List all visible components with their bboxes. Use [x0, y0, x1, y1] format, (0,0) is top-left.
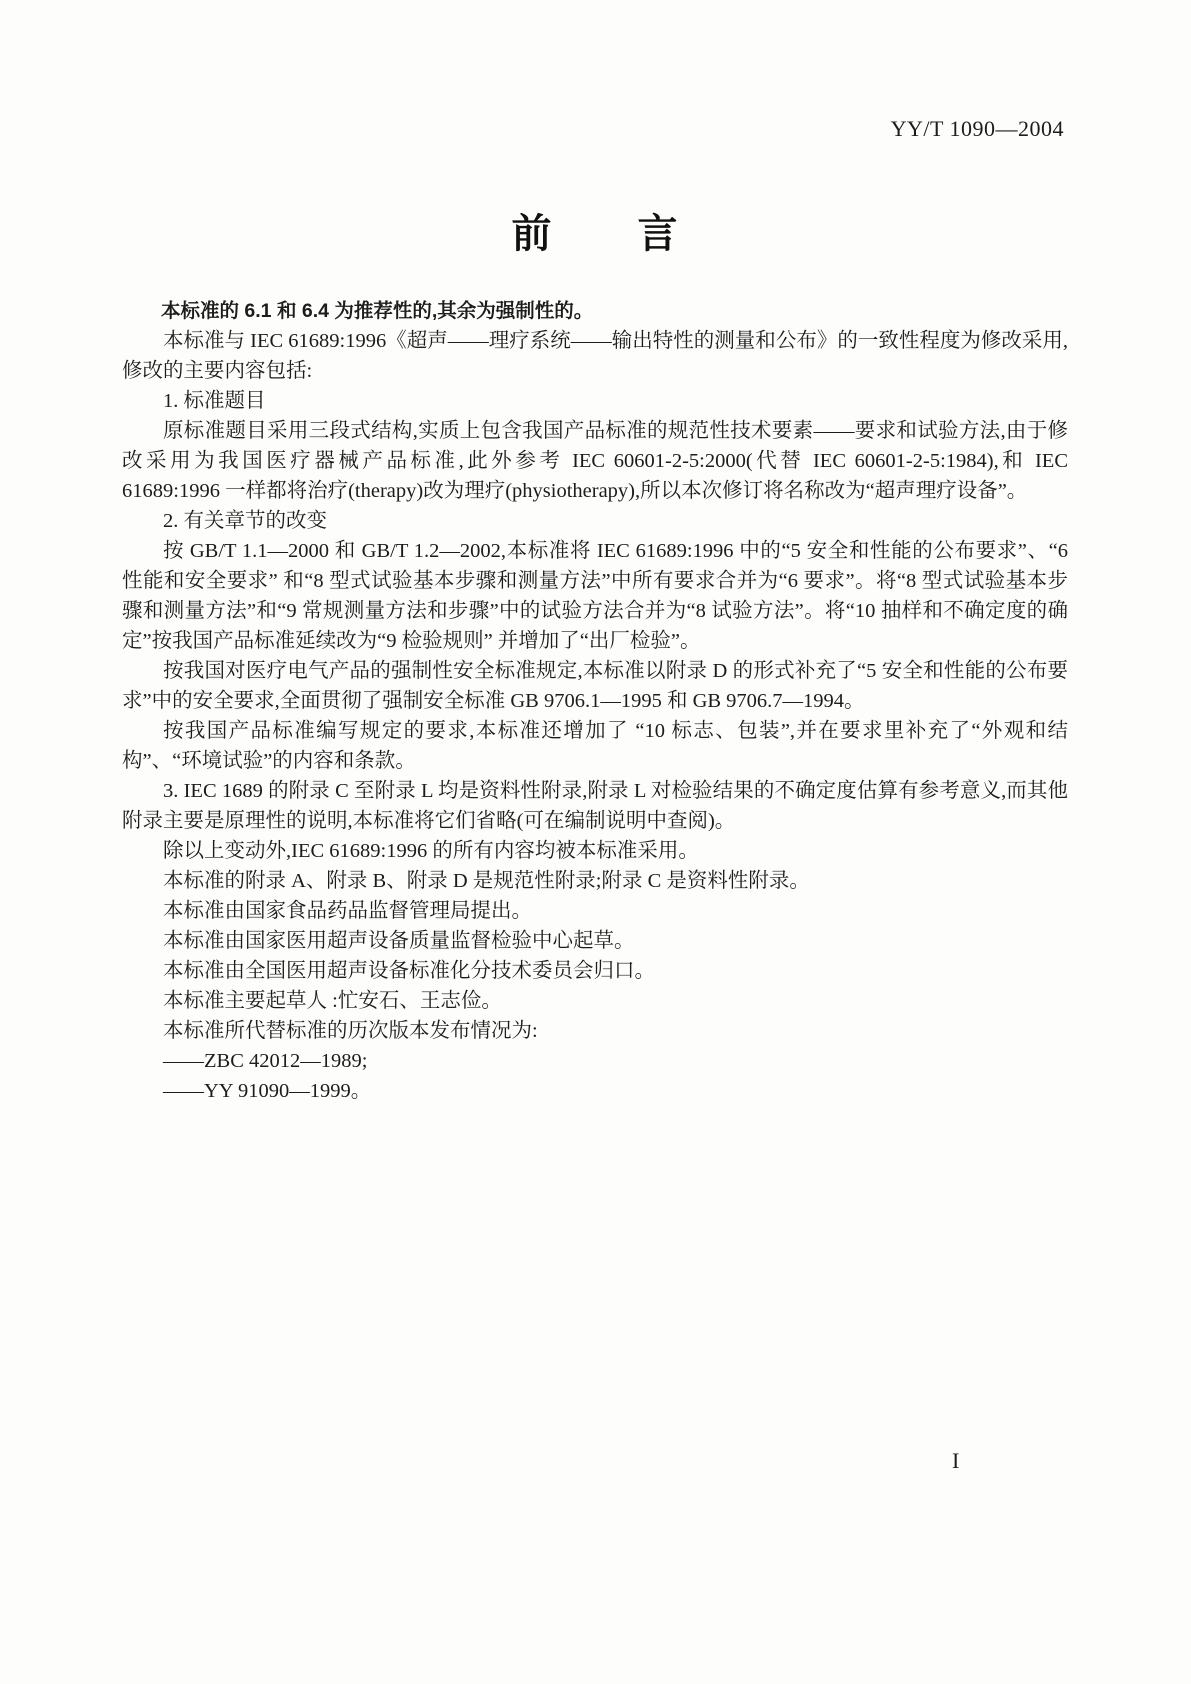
doc-number: YY/T 1090—2004 [890, 116, 1064, 141]
foreword-content [122, 296, 1068, 1106]
paragraph-annex-note: 本标准的附录 A、附录 B、附录 D 是规范性附录;附录 C 是资料性附录。 [163, 870, 810, 892]
page-number: I [952, 1448, 960, 1473]
paragraph-drafters: 本标准主要起草人 :忙安石、王志俭。 [163, 990, 502, 1012]
paragraph-history-item-2: ——YY 91090—1999。 [163, 1080, 372, 1102]
paragraph-item-2-body-3: 按我国产品标准编写规定的要求,本标准还增加了 “10 标志、包装”,并在要求里补充了“外观和结构”、“环境试验”的内容和条款。 [122, 720, 1068, 772]
paragraph-item-2-body-1: 按 GB/T 1.1—2000 和 GB/T 1.2—2002,本标准将 IEC 61689:1996 中的“5 安全和性能的公布要求”、“6 性能和安全要求” 和“8 型式试验基本步骤和测量方法”中所有要求合并为“6 要求”。将“8 型式试验基本步骤和测量方法”和“9 常规测量方法和步骤”中的试验方法合并为“8 试验方法”。将“10 抽样和不确定度的确定”按我国产品标准延续改为“9 检验规则” 并增加了“出厂检验”。 [122, 540, 1068, 652]
paragraph-item-2-heading: 2. 有关章节的改变 [163, 510, 327, 532]
paragraph-scope-note: 本标准的 6.1 和 6.4 为推荐性的,其余为强制性的。 [161, 300, 594, 322]
paragraph-drafted-by: 本标准由国家医用超声设备质量监督检验中心起草。 [163, 930, 635, 952]
paragraph-item-2-body-2: 按我国对医疗电气产品的强制性安全标准规定,本标准以附录 D 的形式补充了“5 安全和性能的公布要求”中的安全要求,全面贯彻了强制安全标准 GB 9706.1—1995 和 GB 9706.7—1994。 [122, 660, 1068, 712]
paragraph-adoption-note: 除以上变动外,IEC 61689:1996 的所有内容均被本标准采用。 [163, 840, 699, 862]
paragraph-under-jurisdiction: 本标准由全国医用超声设备标准化分技术委员会归口。 [163, 960, 655, 982]
paragraph-adoption: 本标准与 IEC 61689:1996《超声——理疗系统——输出特性的测量和公布》的一致性程度为修改采用,修改的主要内容包括: [122, 330, 1068, 382]
paragraph-history-item-1: ——ZBC 42012—1989; [163, 1050, 368, 1072]
paragraph-item-3-body: 3. IEC 1689 的附录 C 至附录 L 均是资料性附录,附录 L 对检验结果的不确定度估算有参考意义,而其他附录主要是原理性的说明,本标准将它们省略(可在编制说明中查阅)。 [122, 780, 1068, 832]
paragraph-proposed-by: 本标准由国家食品药品监督管理局提出。 [163, 900, 532, 922]
paragraph-history-heading: 本标准所代替标准的历次版本发布情况为: [163, 1020, 538, 1042]
paragraph-item-1-body: 原标准题目采用三段式结构,实质上包含我国产品标准的规范性技术要素——要求和试验方法,由于修改采用为我国医疗器械产品标准,此外参考 IEC 60601-2-5:2000(代替 IEC 60601-2-5:1984),和 IEC 61689:1996 一样都将治疗(therapy)改为理疗(physiotherapy),所以本次修订将名称改为“超声理疗设备”。 [122, 420, 1068, 502]
paragraph-item-1-heading: 1. 标准题目 [163, 390, 266, 412]
page-title: 前 言 [511, 212, 680, 256]
